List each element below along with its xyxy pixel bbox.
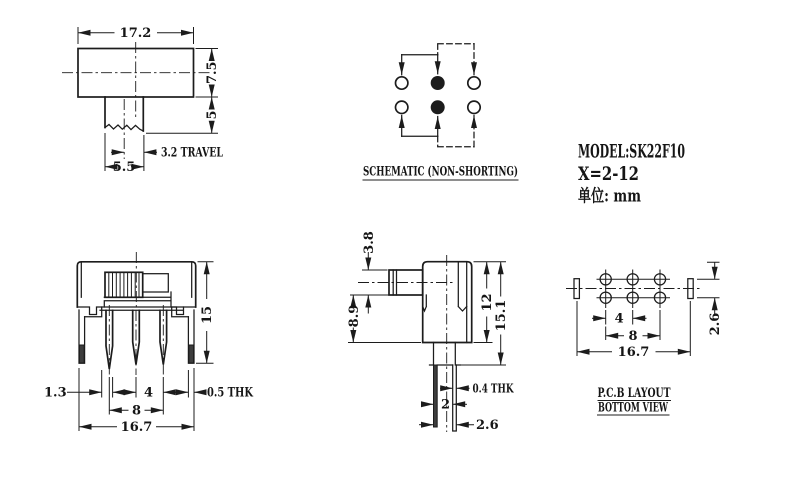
pcb-layout-drawing bbox=[566, 262, 723, 415]
dim-front-height-label: 15 bbox=[200, 305, 216, 325]
side-clip-right bbox=[458, 263, 466, 311]
dim-front-span-label: 8 bbox=[131, 403, 142, 419]
dim-top-body-height-label: 7.5 bbox=[205, 61, 221, 85]
title-block bbox=[578, 142, 685, 207]
right-leg-section bbox=[189, 345, 194, 363]
dim-side-pin-span-label: 2.6 bbox=[476, 417, 499, 433]
dim-front-width-label: 16.7 bbox=[120, 420, 153, 435]
schematic-diagram bbox=[363, 44, 519, 180]
unit-note: 单位: mm bbox=[578, 186, 661, 207]
contact-circles bbox=[396, 76, 481, 114]
dim-side-pin-thickness-label: 0.4 THK bbox=[472, 380, 515, 396]
side-body-outline bbox=[423, 262, 472, 343]
pcb-layout-label: P.C.B LAYOUT bbox=[597, 386, 671, 401]
common-contact bbox=[431, 76, 445, 90]
closed-position-links bbox=[402, 55, 438, 137]
dim-side-overall-height-label: 15.1 bbox=[494, 299, 510, 332]
dim-front-offset-label: 1.3 bbox=[44, 385, 67, 401]
dim-side-mid-height-label: 8.9 bbox=[346, 304, 362, 328]
dim-front-thickness-label: 0.5 THK bbox=[207, 385, 254, 401]
dim-top-stem-height-label: 5 bbox=[205, 110, 221, 120]
schematic-label: SCHEMATIC (NON-SHORTING) bbox=[363, 164, 518, 180]
dim-side-body-height-label: 12 bbox=[480, 293, 496, 312]
series-range: X=2-12 bbox=[578, 164, 639, 185]
dim-top-width-label: 17.2 bbox=[119, 25, 152, 41]
left-leg-section bbox=[79, 345, 84, 363]
dim-stem-width-label: 5.5 bbox=[112, 159, 136, 175]
front-view-drawing bbox=[44, 252, 254, 435]
dim-travel-label: 3.2 TRAVEL bbox=[161, 145, 223, 161]
top-view-drawing bbox=[62, 26, 223, 175]
dim-pcb-span-label: 8 bbox=[628, 328, 638, 344]
alternate-position-links bbox=[438, 44, 474, 147]
dim-side-knob-height-label: 3.8 bbox=[361, 231, 377, 254]
travel-slot bbox=[143, 274, 169, 292]
dim-side-pin-gap-label: 2 bbox=[440, 397, 451, 413]
dim-pcb-row-pitch-label: 2.6 bbox=[708, 312, 724, 336]
left-mount-bracket bbox=[77, 307, 101, 363]
common-contact bbox=[431, 100, 445, 114]
dim-pcb-width-label: 16.7 bbox=[617, 344, 650, 360]
dim-pcb-pitch-label: 4 bbox=[614, 311, 624, 327]
right-mount-bracket bbox=[172, 307, 196, 363]
bottom-view-label: BOTTOM VIEW bbox=[598, 400, 669, 416]
side-view-drawing bbox=[347, 231, 514, 433]
model-number: MODEL:SK22F10 bbox=[578, 141, 685, 163]
dim-front-pitch-label: 4 bbox=[143, 385, 154, 401]
